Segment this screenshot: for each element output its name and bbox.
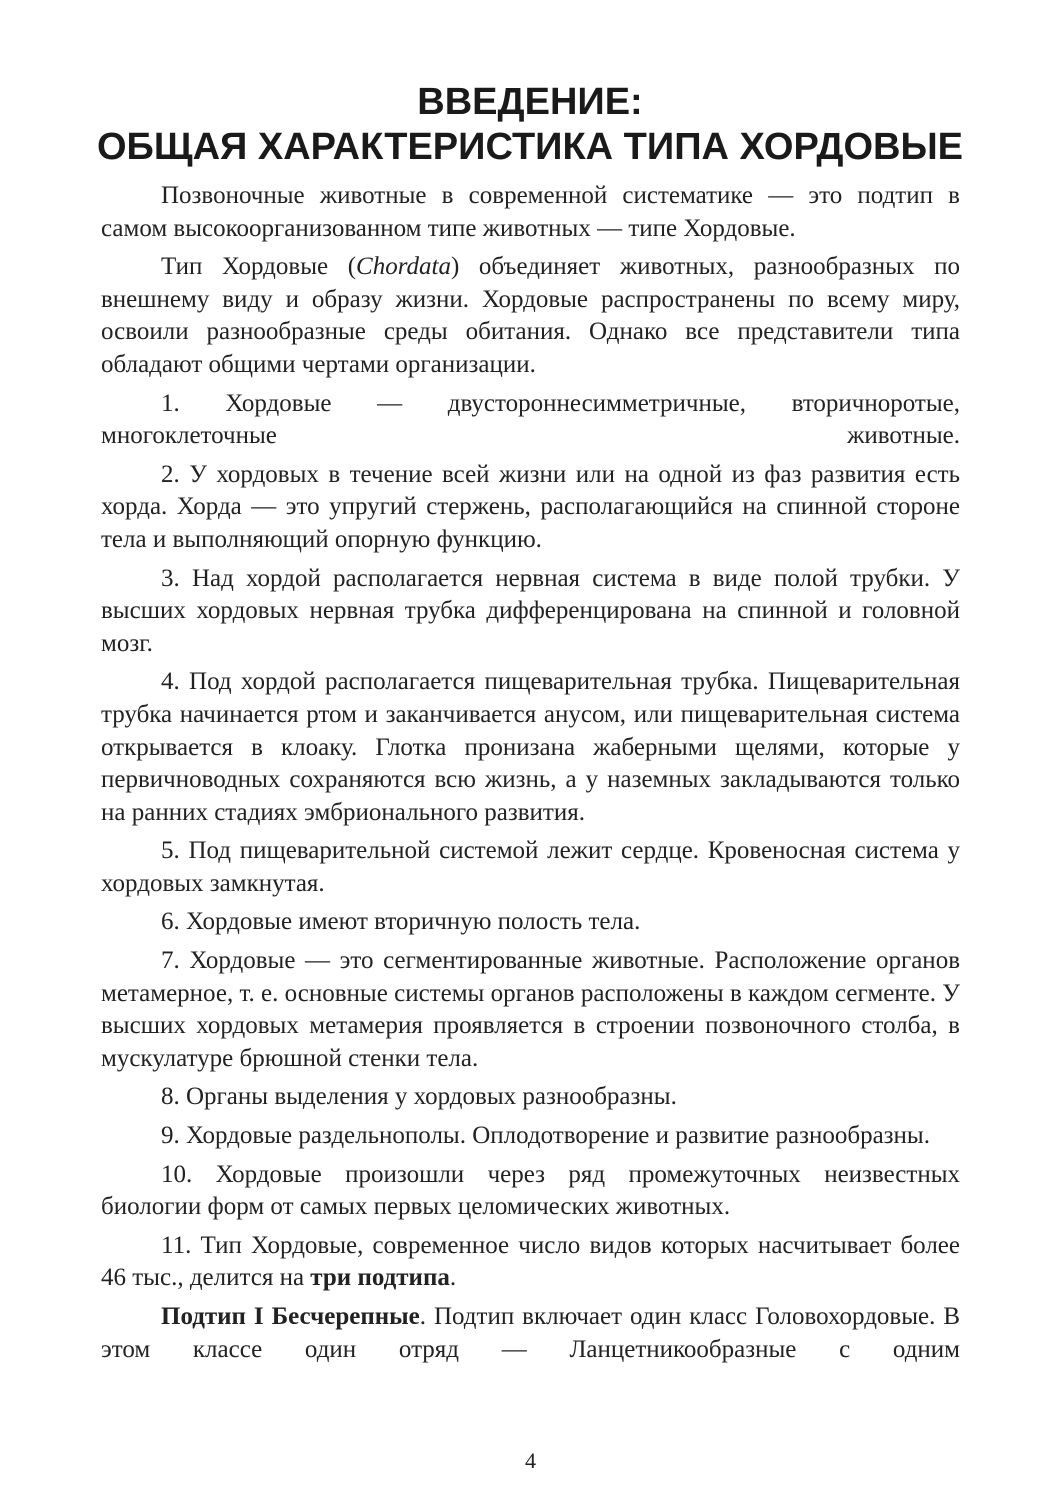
paragraph-intro: Позвоночные животные в современной систематике — это подтип в самом высокоорганизованном типе животных — типе Хордовые. [101, 182, 960, 242]
subtype-heading: Подтип I Бесчерепные [161, 1303, 420, 1330]
list-item-5: 5. Под пищеварительной системой лежит сердце. Кровеносная система у хордовых замкнутая. [101, 837, 960, 897]
list-item-10: 10. Хордовые произошли через ряд промежуточных неизвестных биологии форм от самых первых целомических животных. [101, 1160, 960, 1221]
list-item-11: 11. Тип Хордовые, современное число видов которых насчитывает более 46 тыс., делится на три подтипа. [101, 1231, 960, 1292]
list-item-2: 2. У хордовых в течение всей жизни или на одной из фаз развития есть хорда. Хорда — это упругий стержень, располагающийся на спинной стороне тела и выполняющий опорную функцию. [101, 460, 960, 553]
chapter-title [60, 80, 1000, 170]
list-item-3: 3. Над хордой располагается нервная система в виде полой трубки. У высших хордовых нервная трубка дифференцирована на спинной и головной мозг. [101, 564, 960, 657]
list-item-4: 4. Под хордой располагается пищеварительная трубка. Пищеварительная трубка начинается ртом и заканчивается анусом, или пищеварительная система открывается в клоаку. Глотка пронизана жаберными щелями, которые у первичноводных сохраняются всю жизнь, а у наземных закладываются только на ранних стадиях эмбрионального развития. [101, 668, 960, 826]
list-item-1: 1. Хордовые — двустороннесимметричные, вторичноротые, многоклеточные животные. [101, 389, 960, 450]
chapter-title-line-1: ВВЕДЕНИЕ: [417, 81, 643, 123]
paragraph-chordata: Тип Хордовые (Chordata) объединяет животных, разнообразных по внешнему виду и образу жизни. Хордовые распространены по всему миру, освоили разнообразные среды обитания. Однако все представители типа обладают общими чертами организации. [101, 253, 960, 378]
chapter-title-line-2: ОБЩАЯ ХАРАКТЕРИСТИКА ТИПА ХОРДОВЫЕ [96, 126, 964, 168]
paragraph-subtype-1: Подтип I Бесчерепные. Подтип включает один класс Головохордовые. В этом классе один отряд — Ланцетникообразные с одним [101, 1303, 960, 1363]
body-text [101, 180, 960, 1366]
list-item-9: 9. Хордовые раздельнополы. Оплодотворение и развитие разнообразны. [161, 1122, 930, 1150]
list-item-8: 8. Органы выделения у хордовых разнообразны. [161, 1083, 677, 1111]
list-item-6: 6. Хордовые имеют вторичную полость тела. [161, 908, 641, 936]
list-item-7: 7. Хордовые — это сегментированные животные. Расположение органов метамерное, т. е. основные системы органов расположены в каждом сегменте. У высших хордовых метамерия проявляется в строении позвоночного столба, в мускулатуре брюшной стенки тела. [101, 947, 960, 1072]
page-number: 4 [525, 1448, 536, 1473]
latin-term: Chordata [356, 253, 451, 281]
emphasis-three-subtypes: три подтипа [310, 1264, 450, 1292]
